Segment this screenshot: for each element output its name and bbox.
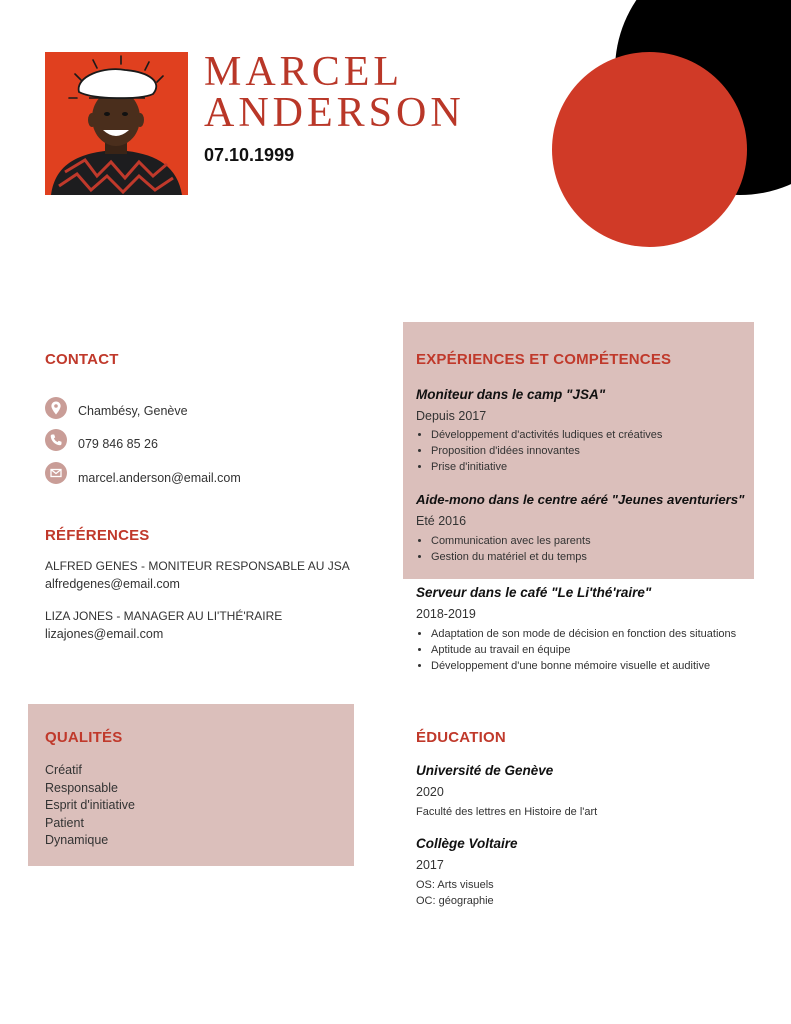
reference-2-name: LIZA JONES - MANAGER AU LI'THÉ'RAIRE <box>45 609 283 623</box>
quality-item: Créatif <box>45 763 82 777</box>
name-first: MARCEL <box>204 49 404 95</box>
location-pin-icon <box>45 397 67 419</box>
contact-email[interactable]: marcel.anderson@email.com <box>78 471 241 485</box>
quality-item: Esprit d'initiative <box>45 798 135 812</box>
education-2-school: Collège Voltaire <box>416 836 518 851</box>
quality-item: Patient <box>45 815 84 830</box>
education-2-detail-2: OC: géographie <box>416 895 494 907</box>
qualities-title: QUALITÉS <box>45 729 123 746</box>
quality-item: Responsable <box>45 780 118 795</box>
contact-title: CONTACT <box>45 351 119 368</box>
education-1-detail: Faculté des lettres en Histoire de l'art <box>416 806 598 818</box>
list-item: • Aptitude au travail en équipe <box>431 643 781 659</box>
list-item: • Développement d'activités ludiques et créatives <box>431 428 761 444</box>
education-title: ÉDUCATION <box>416 729 506 746</box>
job-2-title: Aide-mono dans le centre aéré "Jeunes aventuriers" <box>416 492 745 507</box>
job-3-bullets <box>416 627 781 674</box>
education-1-year: 2020 <box>416 785 444 799</box>
references-title: RÉFÉRENCES <box>45 527 150 544</box>
education-1-school: Université de Genève <box>416 763 554 778</box>
envelope-icon <box>45 462 67 484</box>
job-2-period: Eté 2016 <box>416 514 467 528</box>
job-1-period: Depuis 2017 <box>416 409 487 423</box>
birthdate: 07.10.1999 <box>204 145 295 165</box>
list-item: • Gestion du matériel et du temps <box>431 550 761 566</box>
reference-1-email[interactable]: alfredgenes@email.com <box>45 577 180 591</box>
name-last: ANDERSON <box>204 90 465 136</box>
list-item: • Développement d'une bonne mémoire visuelle et auditive <box>431 659 781 675</box>
contact-location: Chambésy, Genève <box>78 404 188 418</box>
reference-1-name: ALFRED GENES - MONITEUR RESPONSABLE AU JSA <box>45 559 350 573</box>
phone-icon <box>45 429 67 451</box>
job-1-bullets <box>416 428 761 475</box>
decorative-red-circle <box>552 52 747 247</box>
job-2-bullets <box>416 534 761 566</box>
experience-title: EXPÉRIENCES ET COMPÉTENCES <box>416 351 672 368</box>
job-3-title: Serveur dans le café "Le Li'thé'raire" <box>416 585 652 600</box>
list-item: • Adaptation de son mode de décision en fonction des situations <box>431 627 781 643</box>
quality-item: Dynamique <box>45 833 109 847</box>
list-item: • Proposition d'idées innovantes <box>431 444 761 460</box>
education-2-year: 2017 <box>416 858 444 872</box>
qualities-list <box>45 762 135 850</box>
education-2-detail-1: OS: Arts visuels <box>416 879 494 891</box>
job-1-title: Moniteur dans le camp "JSA" <box>416 387 606 402</box>
list-item: • Communication avec les parents <box>431 534 761 550</box>
contact-phone: 079 846 85 26 <box>78 437 158 451</box>
list-item: • Prise d'initiative <box>431 460 761 476</box>
profile-photo <box>45 52 188 195</box>
job-3-period: 2018-2019 <box>416 607 476 621</box>
reference-2-email[interactable]: lizajones@email.com <box>45 627 164 641</box>
